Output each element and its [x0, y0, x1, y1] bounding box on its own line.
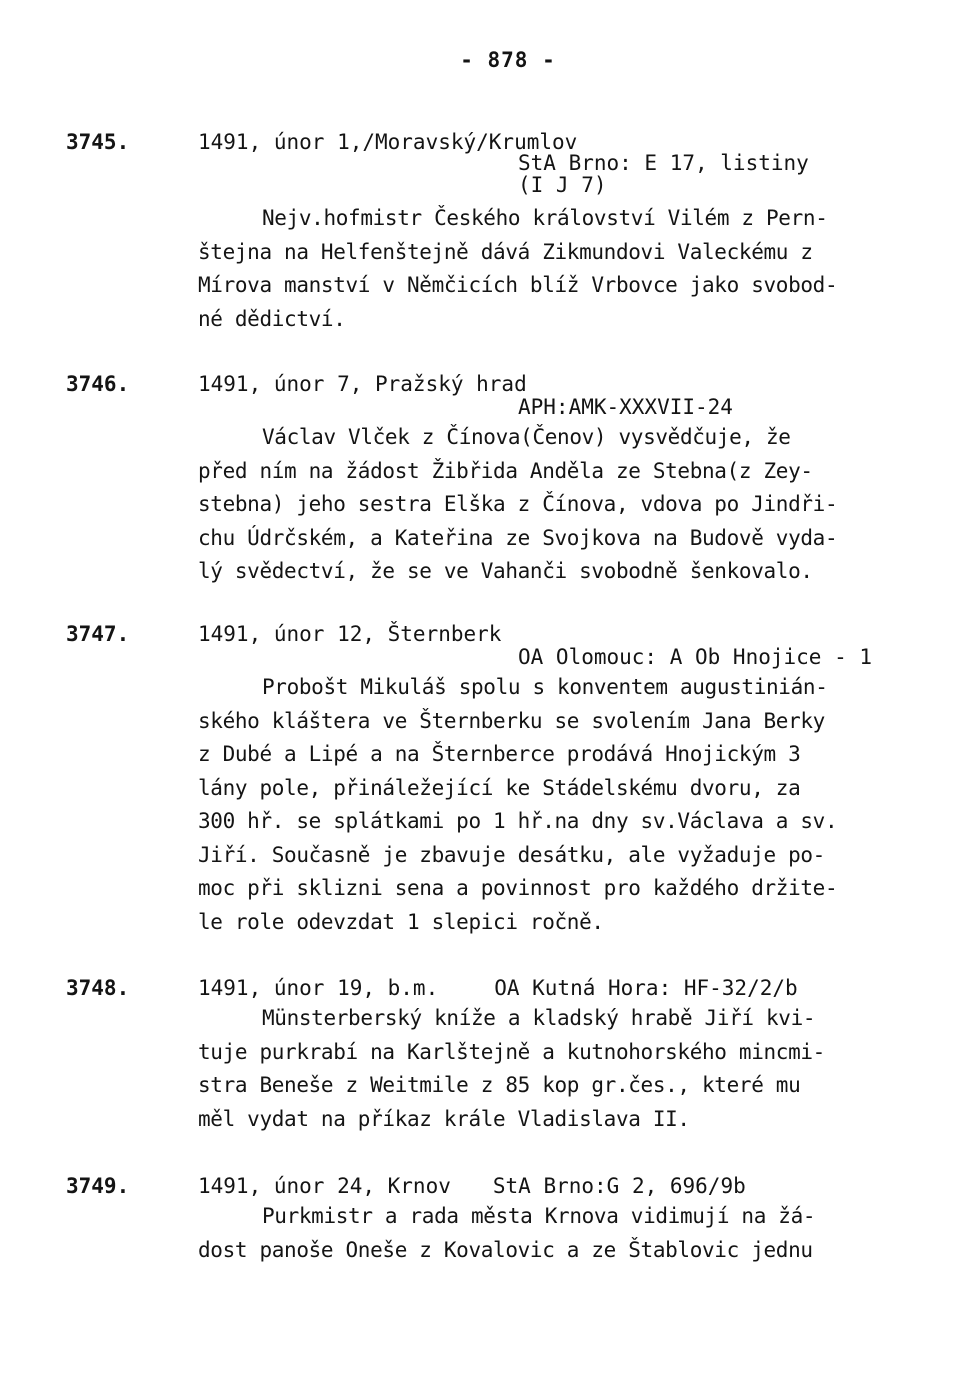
regest-line: z Dubé a Lipé a na Šternberce prodává Hnojickým 3	[198, 742, 801, 766]
regest-line: moc při sklizni sena a povinnost pro každého držite-	[198, 876, 838, 900]
entry-regest	[198, 1200, 898, 1267]
regest-line: Václav Vlček z Čínova(Čenov) vysvědčuje, že	[262, 425, 791, 449]
entry-date-place	[198, 974, 798, 1002]
archive-line: StA Brno: E 17, listiny	[518, 151, 809, 175]
entry-regest	[198, 202, 898, 336]
entry-date-place: 1491, únor 7, Pražský hrad	[198, 372, 527, 396]
regest-line: stra Beneše z Weitmile z 85 kop gr.čes., které mu	[198, 1073, 801, 1097]
archive-line: (I J 7)	[518, 173, 607, 197]
entry-number: 3748.	[66, 976, 130, 1000]
regest-line: Nejv.hofmistr Českého království Vilém z Pern-	[262, 206, 828, 230]
entry-date-place: 1491, únor 1,/Moravský/Krumlov	[198, 130, 578, 154]
regest-line: le role odevzdat 1 slepici ročně.	[198, 909, 604, 934]
archive-line: OA Olomouc: A Ob Hnojice - 1	[518, 645, 873, 669]
entry-number: 3749.	[66, 1174, 130, 1198]
regest-line: Probošt Mikuláš spolu s konventem augustinián-	[262, 675, 828, 699]
entry-date-place	[198, 1172, 746, 1200]
entry-number: 3745.	[66, 130, 130, 154]
regest-line: 300 hř. se splátkami po 1 hř.na dny sv.Václava a sv.	[198, 809, 838, 833]
archive-reference	[518, 152, 809, 196]
archive-reference	[518, 646, 872, 668]
regest-line: stebna) jeho sestra Elška z Čínova, vdova po Jindři-	[198, 492, 838, 516]
regest-line: štejna na Helfenštejně dává Zikmundovi Valeckému z	[198, 239, 813, 264]
regest-line: ského kláštera ve Šternberku se svolením Jana Berky	[198, 708, 825, 733]
entry-date: 1491, únor 24, Krnov	[198, 1174, 451, 1198]
page-number: - 878 -	[460, 48, 556, 72]
regest-line: dost panoše Oneše z Kovalovic a ze Štablovic jednu	[198, 1237, 813, 1262]
archive-reference	[518, 396, 733, 418]
regest-line: měl vydat na příkaz krále Vladislava II.	[198, 1106, 690, 1131]
regest-line: Münsterberský kníže a kladský hrabě Jiří kvi-	[262, 1006, 816, 1030]
archive-line: APH:AMK-XXXVII-24	[518, 395, 733, 419]
archive-reference: OA Kutná Hora: HF-32/2/b	[494, 976, 798, 1000]
entry-date: 1491, únor 19, b.m.	[198, 976, 439, 1000]
regest-line: tuje purkrabí na Karlštejně a kutnohorského mincmi-	[198, 1039, 825, 1064]
entry-number: 3747.	[66, 622, 130, 646]
regest-line: chu Údrčském, a Kateřina ze Svojkova na Budově vyda-	[198, 525, 838, 550]
regest-line: Mírova manství v Němčicích blíž Vrbovce jako svobod-	[198, 273, 838, 297]
regest-line: né dědictví.	[198, 306, 346, 331]
regest-line: před ním na žádost Žibřida Anděla ze Stebna(z Zey-	[198, 458, 813, 483]
entry-number: 3746.	[66, 372, 130, 396]
entry-regest	[198, 421, 898, 589]
entry-regest	[198, 1002, 898, 1136]
regest-line: lý svědectví, že se ve Vahanči svobodně šenkovalo.	[198, 559, 813, 583]
regest-line: Purkmistr a rada města Krnova vidimují na žá-	[262, 1204, 816, 1228]
regest-line: Jiří. Současně je zbavuje desátku, ale vyžaduje po-	[198, 842, 825, 867]
entry-date-place: 1491, únor 12, Šternberk	[198, 622, 502, 646]
regest-line: lány pole, přináležející ke Stádelskému dvoru, za	[198, 775, 801, 800]
entry-regest	[198, 671, 898, 939]
archive-reference: StA Brno:G 2, 696/9b	[492, 1174, 746, 1198]
